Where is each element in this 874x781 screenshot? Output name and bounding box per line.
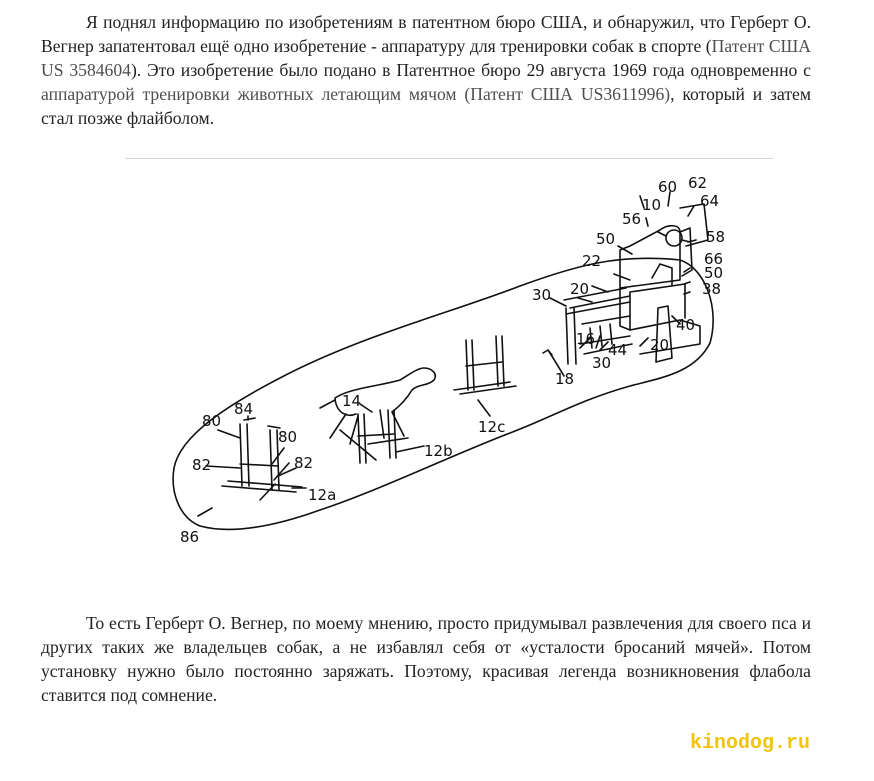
label-82b: 82 xyxy=(294,454,314,472)
label-44: 44 xyxy=(608,341,628,359)
label-50b: 50 xyxy=(704,264,724,282)
hurdle-12c xyxy=(454,336,516,394)
reference-numerals xyxy=(180,174,725,546)
label-10: 10 xyxy=(642,196,662,214)
label-18: 18 xyxy=(555,370,575,388)
label-58: 58 xyxy=(706,228,726,246)
label-80a: 80 xyxy=(202,412,222,430)
label-20a: 20 xyxy=(570,280,590,298)
label-62: 62 xyxy=(688,174,708,192)
label-86: 86 xyxy=(180,528,200,546)
patent-link-3611996[interactable]: аппаратурой тренировки животных летающим мячом (Патент США US3611996) xyxy=(41,84,671,104)
label-64: 64 xyxy=(700,192,720,210)
label-80b: 80 xyxy=(278,428,298,446)
label-60: 60 xyxy=(658,178,678,196)
label-16: 16 xyxy=(576,330,596,348)
label-20b: 20 xyxy=(650,336,670,354)
patent-drawing xyxy=(160,168,730,558)
dog-silhouette xyxy=(320,368,435,444)
label-84: 84 xyxy=(234,400,254,418)
label-82a: 82 xyxy=(192,456,212,474)
label-12a: 12a xyxy=(308,486,337,504)
label-30b: 30 xyxy=(592,354,612,372)
site-watermark: kinodog.ru xyxy=(690,732,811,755)
label-30a: 30 xyxy=(532,286,552,304)
label-66: 66 xyxy=(704,250,724,268)
label-50a: 50 xyxy=(596,230,616,248)
conclusion-paragraph: То есть Герберт О. Вегнер, по моему мнению, просто придумывал развлечения для своего пса и других таких же владельцев собак, а не избавлял себя от «усталости бросаний мячей». Потом установку нужно было постоянно заряжать. Поэтому, красивая легенда возникновения флабола ставится под сомнение. xyxy=(41,613,811,705)
intro-text-2: ). Это изобретение было подано в Патентное бюро 29 августа 1969 года одновременно с xyxy=(130,60,811,80)
intro-paragraph xyxy=(41,10,811,130)
hurdle-12b xyxy=(340,410,408,463)
label-56: 56 xyxy=(622,210,642,228)
label-12b: 12b xyxy=(424,442,453,460)
label-38: 38 xyxy=(702,280,722,298)
intro-text-1: Я поднял информацию по изобретениям в патентном бюро США, и обнаружил, что Герберт О. Вегнер запатентовал ещё одно изобретение - аппаратуру для тренировки собак в спорте ( xyxy=(41,12,811,56)
horizontal-rule xyxy=(125,158,773,159)
intro-text-3: , который и затем стал позже флайболом. xyxy=(41,84,811,128)
label-12c: 12c xyxy=(478,418,506,436)
patent-link-3584604[interactable]: Патент США US 3584604 xyxy=(41,36,812,80)
label-14: 14 xyxy=(342,392,362,410)
label-40: 40 xyxy=(676,316,696,334)
label-22: 22 xyxy=(582,252,602,270)
